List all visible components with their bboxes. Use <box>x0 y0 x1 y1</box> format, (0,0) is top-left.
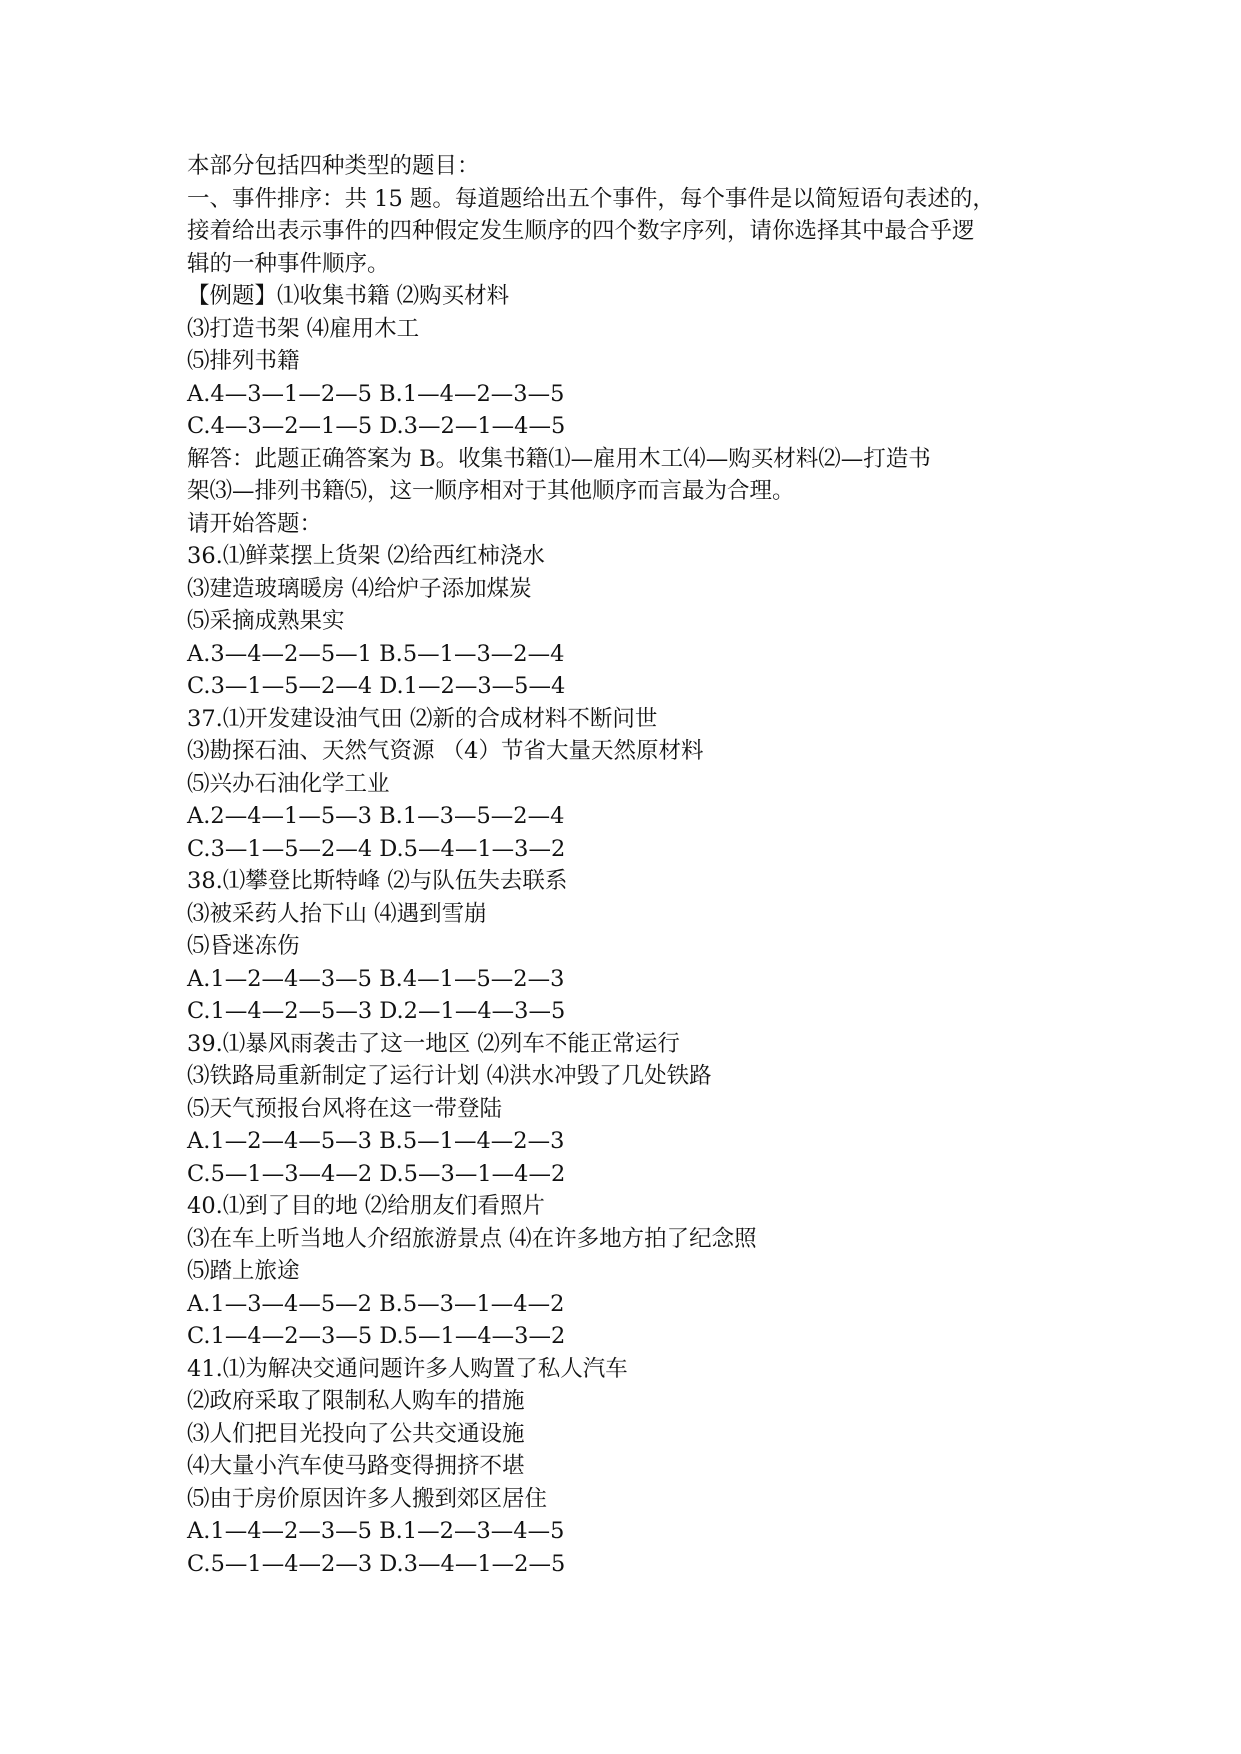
question-line: ⑸天气预报台风将在这一带登陆 <box>187 1095 503 1122</box>
question-41 <box>187 1353 1067 1581</box>
question-line: 37.⑴开发建设油气田 ⑵新的合成材料不断问世 <box>187 705 658 732</box>
example-answer-line: 解答：此题正确答案为 B。收集书籍⑴—雇用木工⑷—购买材料⑵—打造书 <box>187 445 931 472</box>
example-answer-line: 架⑶—排列书籍⑸，这一顺序相对于其他顺序而言最为合理。 <box>187 478 795 504</box>
question-options-line: A.2—4—1—5—3 B.1—3—5—2—4 <box>187 803 565 829</box>
question-options-line: C.3—1—5—2—4 D.5—4—1—3—2 <box>187 835 566 862</box>
example-options-line: A.4—3—1—2—5 B.1—4—2—3—5 <box>187 380 565 407</box>
question-options-line: A.1—2—4—5—3 B.5—1—4—2—3 <box>187 1128 565 1154</box>
question-line: 39.⑴暴风雨袭击了这一地区 ⑵列车不能正常运行 <box>187 1030 680 1057</box>
start-instruction: 请开始答题： <box>187 510 323 537</box>
question-39 <box>187 1028 1067 1191</box>
question-line: ⑸踏上旅途 <box>187 1258 300 1284</box>
question-line: ⑶人们把目光投向了公共交通设施 <box>187 1420 525 1447</box>
question-40 <box>187 1190 1067 1353</box>
question-37 <box>187 703 1067 866</box>
question-options-line: C.1—4—2—5—3 D.2—1—4—3—5 <box>187 998 566 1024</box>
section-description-line: 一、事件排序：共 15 题。每道题给出五个事件，每个事件是以简短语句表述的， <box>187 185 995 212</box>
question-38 <box>187 865 1067 1028</box>
question-line: ⑶勘探石油、天然气资源 （4）节省大量天然原材料 <box>187 738 704 764</box>
question-options-line: C.5—1—3—4—2 D.5—3—1—4—2 <box>187 1160 566 1187</box>
question-line: 40.⑴到了目的地 ⑵给朋友们看照片 <box>187 1193 545 1219</box>
question-line: ⑸昏迷冻伤 <box>187 933 300 959</box>
question-36 <box>187 540 1067 703</box>
question-line: ⑶被采药人抬下山 ⑷遇到雪崩 <box>187 900 487 927</box>
question-options-line: C.1—4—2—3—5 D.5—1—4—3—2 <box>187 1323 566 1349</box>
question-line: 36.⑴鲜菜摆上货架 ⑵给西红柿浇水 <box>187 543 545 569</box>
question-line: ⑸采摘成熟果实 <box>187 608 345 634</box>
question-line: ⑸由于房价原因许多人搬到郊区居住 <box>187 1485 548 1512</box>
question-options-line: A.1—3—4—5—2 B.5—3—1—4—2 <box>187 1290 565 1317</box>
question-options-line: C.3—1—5—2—4 D.1—2—3—5—4 <box>187 673 566 699</box>
intro-heading: 本部分包括四种类型的题目： <box>187 153 480 179</box>
section-description-line: 接着给出表示事件的四种假定发生顺序的四个数字序列，请你选择其中最合乎逻 <box>187 218 975 244</box>
question-line: ⑶在车上听当地人介绍旅游景点 ⑷在许多地方拍了纪念照 <box>187 1225 757 1252</box>
question-line: 41.⑴为解决交通问题许多人购置了私人汽车 <box>187 1355 628 1382</box>
question-line: ⑷大量小汽车使马路变得拥挤不堪 <box>187 1453 525 1479</box>
question-options-line: C.5—1—4—2—3 D.3—4—1—2—5 <box>187 1550 566 1577</box>
question-line: ⑵政府采取了限制私人购车的措施 <box>187 1388 525 1414</box>
question-line: ⑸兴办石油化学工业 <box>187 770 390 797</box>
section-description <box>187 183 1067 281</box>
question-options-line: A.1—4—2—3—5 B.1—2—3—4—5 <box>187 1518 565 1544</box>
question-options-line: A.3—4—2—5—1 B.5—1—3—2—4 <box>187 640 565 667</box>
question-options-line: A.1—2—4—3—5 B.4—1—5—2—3 <box>187 965 565 992</box>
example-block <box>187 280 1067 540</box>
question-line: 38.⑴攀登比斯特峰 ⑵与队伍失去联系 <box>187 868 568 894</box>
question-line: ⑶铁路局重新制定了运行计划 ⑷洪水冲毁了几处铁路 <box>187 1063 712 1089</box>
section-description-line: 辑的一种事件顺序。 <box>187 250 390 277</box>
example-events-line: ⑶打造书架 ⑷雇用木工 <box>187 315 420 342</box>
question-line: ⑶建造玻璃暖房 ⑷给炉子添加煤炭 <box>187 575 532 602</box>
example-events-line: ⑸排列书籍 <box>187 348 300 374</box>
example-events-line: 【例题】⑴收集书籍 ⑵购买材料 <box>187 283 510 309</box>
example-options-line: C.4—3—2—1—5 D.3—2—1—4—5 <box>187 413 566 439</box>
document-body <box>187 150 1067 1580</box>
